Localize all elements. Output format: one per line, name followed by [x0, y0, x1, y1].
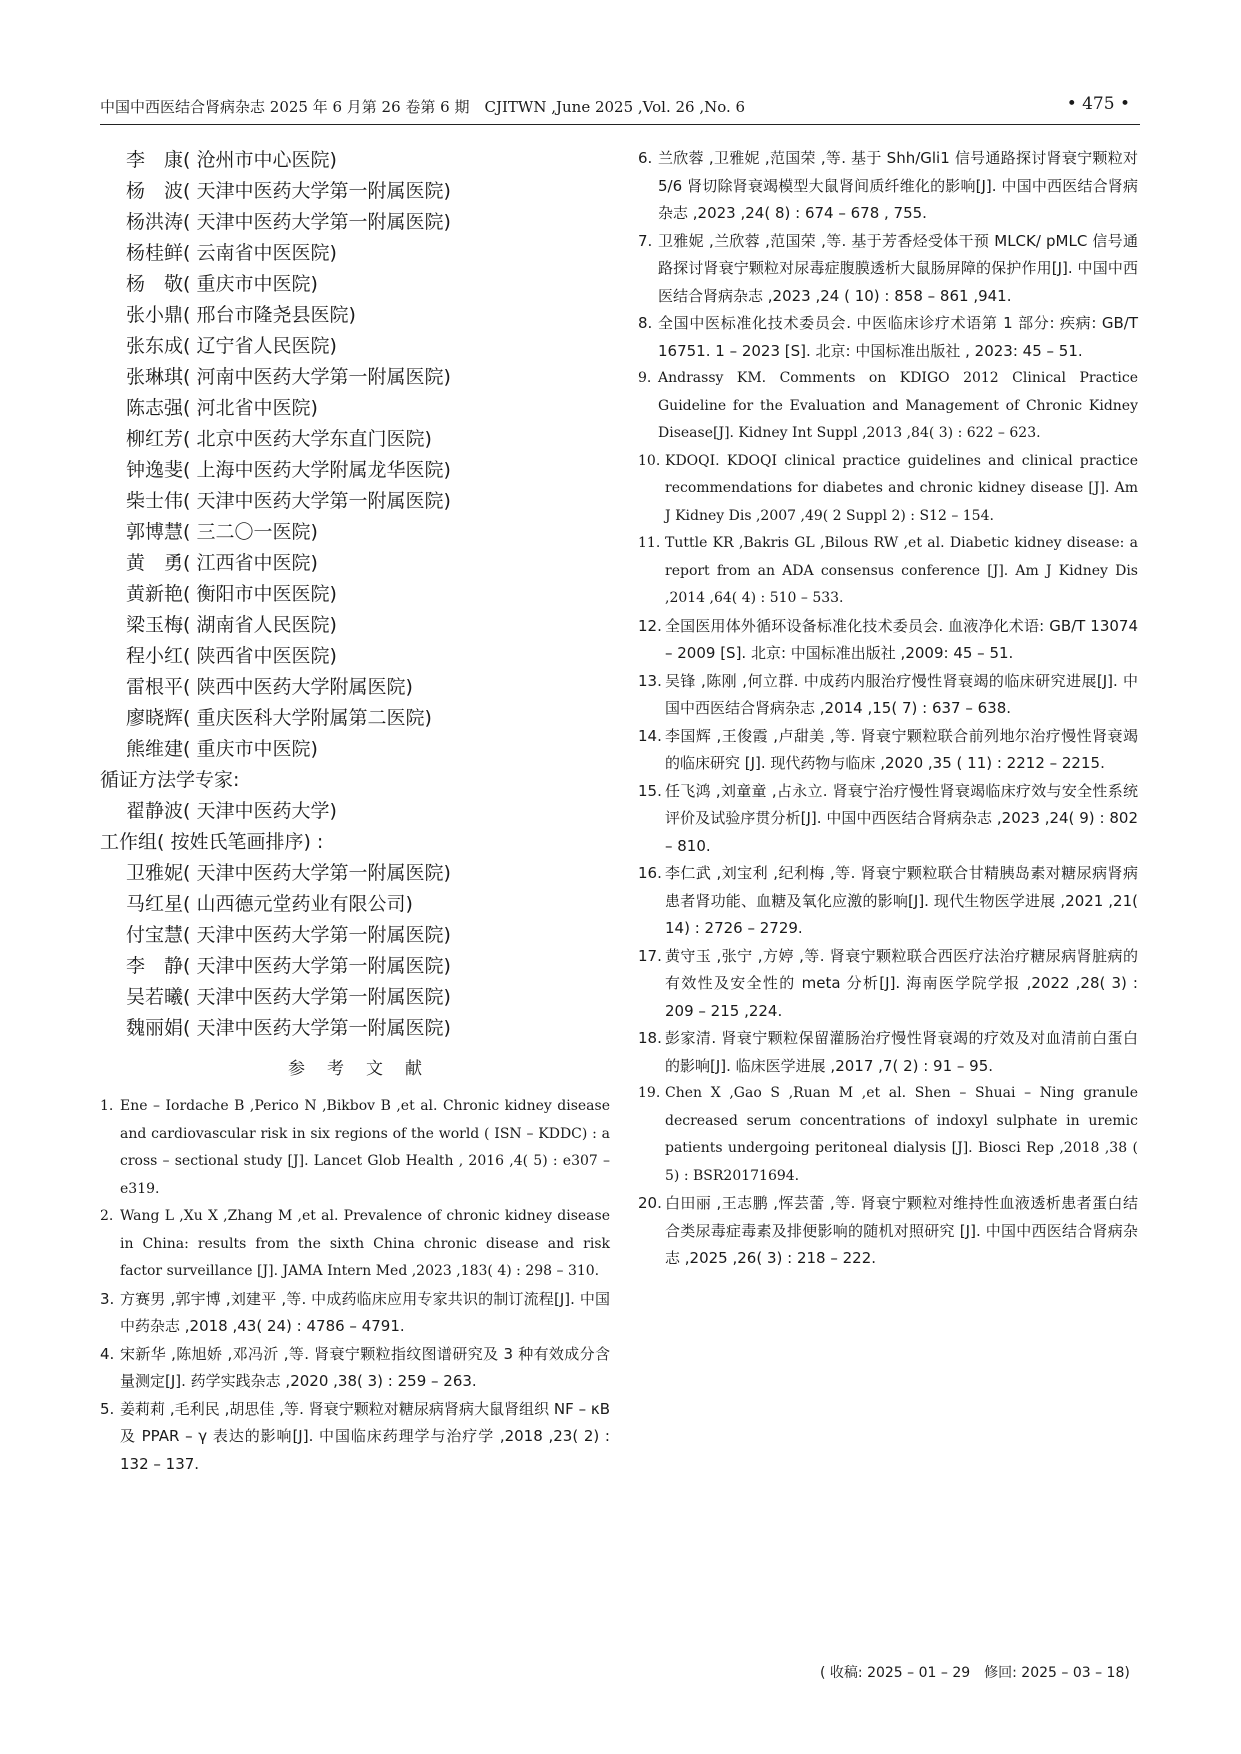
member-affiliation: ( 三二〇一医院)	[183, 521, 318, 543]
reference-item	[100, 1203, 610, 1286]
member-name: 杨桂鲜	[126, 242, 184, 264]
member-entry	[100, 238, 610, 269]
reference-number: 3.	[100, 1289, 115, 1308]
methodology-heading: 循证方法学专家:	[100, 769, 240, 791]
member-entry	[100, 145, 610, 176]
reference-list-left	[100, 1093, 610, 1478]
received-dates: ( 收稿: 2025 – 01 – 29 修回: 2025 – 03 – 18)	[820, 1665, 1130, 1681]
member-name: 张小鼎	[126, 304, 184, 326]
member-affiliation: ( 江西省中医院)	[183, 552, 318, 574]
reference-text: Wang L ,Xu X ,Zhang M ,et al. Prevalence of chronic kidney disease in China: results from the sixth China chronic disease and risk factor surveillance [J]. JAMA Intern Med ,2023 ,183( 4) : 298 – 310.	[120, 1208, 610, 1279]
reference-number: 15.	[638, 781, 662, 800]
member-name: 杨洪涛	[126, 211, 184, 233]
member-name: 柴士伟	[126, 490, 184, 512]
journal-citation: 中国中西医结合肾病杂志 2025 年 6 月第 26 卷第 6 期 CJITWN ,June 2025 ,Vol. 26 ,No. 6	[100, 98, 746, 116]
member-affiliation: ( 衡阳市中医医院)	[183, 583, 337, 605]
reference-text: Chen X ,Gao S ,Ruan M ,et al. Shen – Shuai – Ning granule decreased serum concentrations of indoxyl sulphate in uremic patients undergoing peritoneal dialysis [J]. Biosci Rep ,2018 ,38 ( 5) : BSR20171694.	[665, 1085, 1138, 1184]
reference-number: 14.	[638, 726, 662, 745]
running-header	[100, 94, 1140, 125]
reference-text: 姜莉莉 ,毛利民 ,胡思佳 ,等. 肾衰宁颗粒对糖尿病肾病大鼠肾组织 NF – κB 及 PPAR – γ 表达的影响[J]. 中国临床药理学与治疗学 ,2018 ,23( 2) : 132 – 137.	[120, 1399, 610, 1473]
member-entry	[100, 920, 610, 951]
reference-item	[638, 365, 1138, 448]
reference-text: KDOQI. KDOQI clinical practice guidelines and clinical practice recommendations for diabetes and chronic kidney disease [J]. Am J Kidney Dis ,2007 ,49( 2 Suppl 2) : S12 – 154.	[665, 452, 1138, 524]
member-affiliation: ( 北京中医药大学东直门医院)	[183, 428, 432, 450]
reference-text: 白田丽 ,王志鹏 ,恽芸蕾 ,等. 肾衰宁颗粒对维持性血液透析患者蛋白结合类尿毒症毒素及排便影响的随机对照研究 [J]. 中国中西医结合肾病杂志 ,2025 ,26( 3) : 218 – 222.	[665, 1194, 1138, 1267]
member-name: 张琳琪	[126, 366, 184, 388]
member-name: 翟静波	[126, 800, 184, 822]
reference-item	[638, 860, 1138, 943]
member-affiliation: ( 天津中医药大学第一附属医院)	[183, 490, 451, 512]
member-entry	[100, 362, 610, 393]
reference-number: 11.	[638, 535, 661, 551]
reference-text: 任飞鸿 ,刘童童 ,占永立. 肾衰宁治疗慢性肾衰竭临床疗效与安全性系统评价及试验序贯分析[J]. 中国中西医结合肾病杂志 ,2023 ,24( 9) : 802 – 810.	[665, 781, 1138, 855]
reference-text: 兰欣蓉 ,卫雅妮 ,范国荣 ,等. 基于 Shh/Gli1 信号通路探讨肾衰宁颗粒对 5/6 肾切除肾衰竭模型大鼠肾间质纤维化的影响[J]. 中国中西医结合肾病杂志 ,2023 ,24( 8) : 674 – 678 , 755.	[658, 149, 1138, 222]
member-affiliation: ( 天津中医药大学第一附属医院)	[183, 986, 451, 1008]
member-name: 黄新艳	[126, 583, 184, 605]
references-title: 参考文献	[288, 1059, 444, 1079]
member-entry	[100, 176, 610, 207]
reference-list-right	[638, 145, 1138, 1273]
expert-list	[100, 145, 610, 765]
member-name: 魏丽娟	[126, 1017, 184, 1039]
reference-number: 6.	[638, 149, 653, 167]
reference-text: 全国医用体外循环设备标准化技术委员会. 血液净化术语: GB/T 13074 – 2009 [S]. 北京: 中国标准出版社 ,2009: 45 – 51.	[665, 616, 1138, 662]
methodology-list	[100, 796, 610, 827]
member-affiliation: ( 重庆医科大学附属第二医院)	[183, 707, 432, 729]
member-entry	[100, 858, 610, 889]
reference-number: 10.	[638, 452, 661, 469]
working-group-list	[100, 858, 610, 1044]
member-affiliation: ( 天津中医药大学第一附属医院)	[183, 211, 451, 233]
member-entry	[100, 610, 610, 641]
member-name: 郭博慧	[126, 521, 184, 543]
reference-number: 12.	[638, 616, 662, 635]
member-affiliation: ( 沧州市中心医院)	[183, 149, 337, 171]
left-column	[100, 145, 610, 1478]
reference-text: 彭家清. 肾衰宁颗粒保留灌肠治疗慢性肾衰竭的疗效及对血清前白蛋白的影响[J]. 临床医学进展 ,2017 ,7( 2) : 91 – 95.	[665, 1029, 1138, 1075]
reference-number: 9.	[638, 370, 652, 386]
member-entry	[100, 548, 610, 579]
member-entry	[100, 331, 610, 362]
reference-text: 李国辉 ,王俊霞 ,卢甜美 ,等. 肾衰宁颗粒联合前列地尔治疗慢性肾衰竭的临床研究 [J]. 现代药物与临床 ,2020 ,35 ( 11) : 2212 – 2215.	[665, 726, 1138, 772]
member-entry	[100, 579, 610, 610]
reference-text: 宋新华 ,陈旭娇 ,邓冯沂 ,等. 肾衰宁颗粒指纹图谱研究及 3 种有效成分含量测定[J]. 药学实践杂志 ,2020 ,38( 3) : 259 – 263.	[120, 1344, 610, 1390]
reference-text: 方赛男 ,郭宇博 ,刘建平 ,等. 中成药临床应用专家共识的制订流程[J]. 中国中药杂志 ,2018 ,43( 24) : 4786 – 4791.	[120, 1289, 610, 1335]
reference-text: 李仁武 ,刘宝利 ,纪利梅 ,等. 肾衰宁颗粒联合甘精胰岛素对糖尿病肾病患者肾功能、血糖及氧化应激的影响[J]. 现代生物医学进展 ,2021 ,21( 14) : 2726 – 2729.	[665, 864, 1138, 937]
member-entry	[100, 951, 610, 982]
member-entry	[100, 672, 610, 703]
reference-item	[638, 943, 1138, 1026]
member-name: 卫雅妮	[126, 862, 184, 884]
reference-text: 吴锋 ,陈刚 ,何立群. 中成药内服治疗慢性肾衰竭的临床研究进展[J]. 中国中西医结合肾病杂志 ,2014 ,15( 7) : 637 – 638.	[665, 671, 1138, 717]
member-name: 程小红	[126, 645, 184, 667]
reference-number: 18.	[638, 1029, 662, 1047]
member-affiliation: ( 陕西省中医医院)	[183, 645, 337, 667]
reference-number: 13.	[638, 671, 662, 690]
member-entry	[100, 982, 610, 1013]
member-affiliation: ( 湖南省人民医院)	[183, 614, 337, 636]
reference-number: 8.	[638, 314, 653, 332]
member-name: 雷根平	[126, 676, 184, 698]
member-affiliation: ( 河北省中医院)	[183, 397, 318, 419]
member-entry	[100, 703, 610, 734]
member-affiliation: ( 河南中医药大学第一附属医院)	[183, 366, 451, 388]
member-entry	[100, 300, 610, 331]
reference-number: 20.	[638, 1194, 662, 1212]
reference-item	[638, 228, 1138, 311]
reference-item	[638, 145, 1138, 228]
reference-item	[100, 1286, 610, 1341]
member-name: 钟逸斐	[126, 459, 184, 481]
member-list	[100, 145, 610, 1044]
member-entry	[100, 889, 610, 920]
member-affiliation: ( 陕西中医药大学附属医院)	[183, 676, 413, 698]
member-name: 张东成	[126, 335, 184, 357]
reference-text: Andrassy KM. Comments on KDIGO 2012 Clinical Practice Guideline for the Evaluation and Management of Chronic Kidney Disease[J]. Kidney Int Suppl ,2013 ,84( 3) : 622 – 623.	[658, 370, 1138, 441]
reference-number: 19.	[638, 1085, 661, 1101]
member-entry	[100, 424, 610, 455]
member-affiliation: ( 天津中医药大学)	[183, 800, 337, 822]
member-name: 黄 勇	[126, 552, 184, 574]
member-name: 吴若曦	[126, 986, 184, 1008]
reference-item	[638, 310, 1138, 365]
member-entry	[100, 269, 610, 300]
reference-item	[638, 1080, 1138, 1190]
member-affiliation: ( 辽宁省人民医院)	[183, 335, 337, 357]
reference-number: 16.	[638, 864, 662, 882]
member-entry	[100, 796, 610, 827]
member-affiliation: ( 天津中医药大学第一附属医院)	[183, 924, 451, 946]
member-name: 杨 敬	[126, 273, 184, 295]
member-entry	[100, 517, 610, 548]
page-number: • 475 •	[1066, 94, 1130, 114]
member-entry	[100, 393, 610, 424]
member-name: 熊维建	[126, 738, 184, 760]
reference-text: 卫雅妮 ,兰欣蓉 ,范国荣 ,等. 基于芳香烃受体干预 MLCK/ pMLC 信号通路探讨肾衰宁颗粒对尿毒症腹膜透析大鼠肠屏障的保护作用[J]. 中国中西医结合肾病杂志 ,2023 ,24 ( 10) : 858 – 861 ,941.	[658, 231, 1138, 305]
reference-item	[638, 1025, 1138, 1080]
member-affiliation: ( 重庆市中医院)	[183, 273, 318, 295]
reference-item	[100, 1396, 610, 1479]
reference-number: 4.	[100, 1344, 115, 1363]
member-name: 杨 波	[126, 180, 184, 202]
reference-item	[638, 668, 1138, 723]
reference-item	[638, 448, 1138, 531]
reference-item	[638, 1190, 1138, 1273]
member-name: 李 康	[126, 149, 184, 171]
reference-text: 黄守玉 ,张宁 ,方婷 ,等. 肾衰宁颗粒联合西医疗法治疗糖尿病肾脏病的有效性及安全性的 meta 分析[J]. 海南医学院学报 ,2022 ,28( 3) : 209 – 215 ,224.	[665, 946, 1138, 1020]
reference-item	[638, 613, 1138, 668]
reference-text: Tuttle KR ,Bakris GL ,Bilous RW ,et al. Diabetic kidney disease: a report from an ADA consensus conference [J]. Am J Kidney Dis ,2014 ,64( 4) : 510 – 533.	[665, 535, 1138, 606]
reference-number: 2.	[100, 1208, 114, 1224]
member-affiliation: ( 天津中医药大学第一附属医院)	[183, 955, 451, 977]
member-affiliation: ( 邢台市隆尧县医院)	[183, 304, 356, 326]
reference-item	[638, 530, 1138, 613]
member-name: 陈志强	[126, 397, 184, 419]
reference-number: 5.	[100, 1399, 115, 1418]
reference-item	[638, 723, 1138, 778]
right-column	[638, 145, 1138, 1273]
member-affiliation: ( 天津中医药大学第一附属医院)	[183, 180, 451, 202]
reference-number: 1.	[100, 1098, 114, 1114]
member-entry	[100, 207, 610, 238]
member-name: 付宝慧	[126, 924, 184, 946]
reference-number: 7.	[638, 231, 653, 250]
member-entry	[100, 641, 610, 672]
member-affiliation: ( 云南省中医医院)	[183, 242, 337, 264]
member-name: 马红星	[126, 893, 184, 915]
member-entry	[100, 486, 610, 517]
member-affiliation: ( 天津中医药大学第一附属医院)	[183, 1017, 451, 1039]
member-name: 柳红芳	[126, 428, 184, 450]
member-affiliation: ( 天津中医药大学第一附属医院)	[183, 862, 451, 884]
member-entry	[100, 1013, 610, 1044]
reference-number: 17.	[638, 946, 662, 965]
member-affiliation: ( 山西德元堂药业有限公司)	[183, 893, 413, 915]
reference-text: Ene – Iordache B ,Perico N ,Bikbov B ,et al. Chronic kidney disease and cardiovascular risk in six regions of the world ( ISN – KDDC) : a cross – sectional study [J]. Lancet Glob Health , 2016 ,4( 5) : e307 – e319.	[120, 1098, 610, 1197]
member-affiliation: ( 上海中医药大学附属龙华医院)	[183, 459, 451, 481]
member-entry	[100, 734, 610, 765]
member-entry	[100, 455, 610, 486]
reference-item	[100, 1341, 610, 1396]
reference-item	[638, 778, 1138, 861]
reference-text: 全国中医标准化技术委员会. 中医临床诊疗术语第 1 部分: 疾病: GB/T 16751. 1 – 2023 [S]. 北京: 中国标准出版社 , 2023: 45 – 51.	[658, 314, 1138, 360]
member-affiliation: ( 重庆市中医院)	[183, 738, 318, 760]
reference-item	[100, 1093, 610, 1203]
member-name: 梁玉梅	[126, 614, 184, 636]
member-name: 李 静	[126, 955, 184, 977]
member-name: 廖晓辉	[126, 707, 184, 729]
working-group-heading: 工作组( 按姓氏笔画排序) :	[100, 831, 324, 853]
